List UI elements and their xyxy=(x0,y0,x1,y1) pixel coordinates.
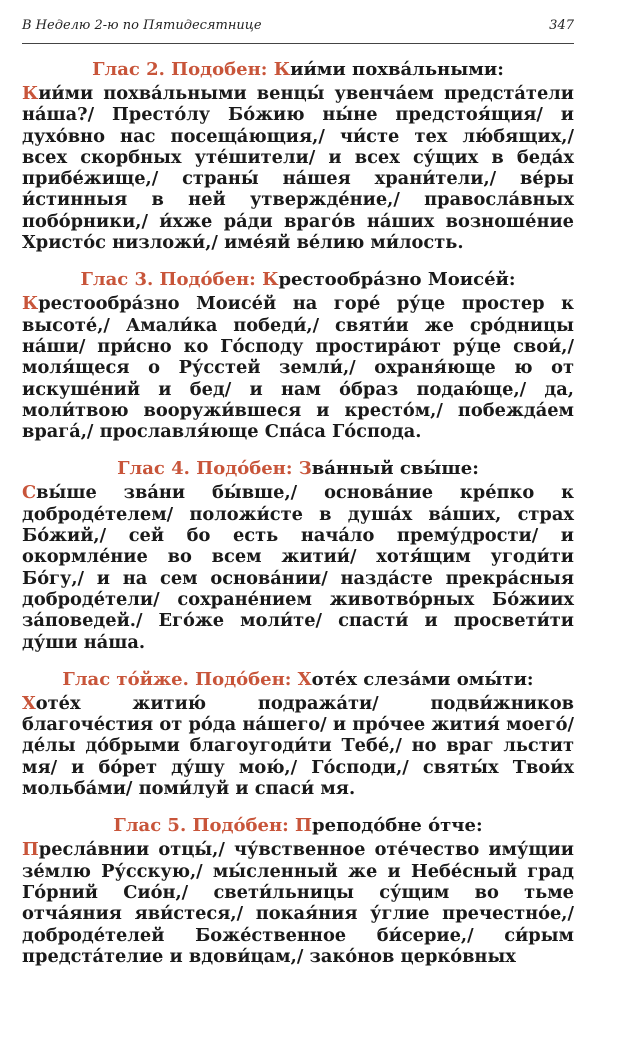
hymn-text xyxy=(22,482,574,652)
hymn-section xyxy=(22,668,574,799)
tone-label: Глас то́йже. Подо́бен: xyxy=(62,668,298,690)
hymn-body: ии́ми похва́льными венцы́ увенча́ем предста́тели на́ша?/ Престо́лу Бо́жию ны́не предстоя́щия/ и духо́вно нас посеща́ющия,/ чи́сте тех лю́бящих,/ всех скорбных уте́шители/ и всех су́щих в беда́х прибе́жище,/ страны́ на́шея храни́тели,/ ве́ры и́стинныя в ней утвержде́ние,/ правосла́вных побо́рники,/ и́хже ра́ди враго́в на́ших возноше́ние Христо́с низложи́,/ име́яй ве́лию ми́лость. xyxy=(22,83,574,254)
page-header xyxy=(22,18,574,44)
hymn-section xyxy=(22,457,574,652)
hymn-section xyxy=(22,814,574,967)
drop-initial: Х xyxy=(22,692,36,714)
hymn-heading xyxy=(22,58,574,81)
hymn-body: вы́ше зва́ни бы́вше,/ основа́ние кре́пко к доброде́телем/ положи́сте в душа́х ва́ших, страх Бо́жий,/ сей бо есть нача́ло прему́дрости/ и окормле́ние во всем житии́/ хотя́щим угоди́ти Бо́гу,/ и на сем основа́нии/ назда́сте прекра́сныя доброде́тели/ сохране́нием животво́рных Бо́жиих за́поведей./ Его́же моли́те/ спасти́ и просвети́ти ду́ши на́ша. xyxy=(22,482,574,653)
hymn-heading xyxy=(22,457,574,480)
model-initial: З xyxy=(298,458,312,480)
hymn-text xyxy=(22,293,574,442)
model-title: рестообра́зно Моисе́й: xyxy=(278,269,516,291)
hymn-section xyxy=(22,58,574,253)
tone-label: Глас 4. Подо́бен: xyxy=(117,458,299,480)
model-title: оте́х слеза́ми омы́ти: xyxy=(311,668,534,690)
hymn-text xyxy=(22,83,574,253)
tone-label: Глас 3. Подо́бен: xyxy=(80,269,263,291)
drop-initial: С xyxy=(22,482,37,504)
model-initial: Х xyxy=(297,668,312,690)
hymn-heading xyxy=(22,814,574,837)
hymn-heading xyxy=(22,668,574,691)
page-content xyxy=(22,58,574,982)
model-initial: К xyxy=(262,269,279,291)
hymn-text xyxy=(22,693,574,799)
hymn-heading xyxy=(22,268,574,291)
hymn-section xyxy=(22,268,574,442)
model-title: ии́ми похва́льными: xyxy=(290,59,504,80)
tone-label: Глас 2. Подобен: xyxy=(92,59,274,80)
drop-initial: П xyxy=(22,839,39,861)
model-initial: П xyxy=(295,815,313,837)
model-title: реподо́бне о́тче: xyxy=(312,815,483,837)
hymn-text xyxy=(22,839,574,967)
model-initial: К xyxy=(273,59,291,80)
model-title: ва́нный свы́ше: xyxy=(311,458,479,480)
header-rule xyxy=(22,43,574,44)
page-number: 347 xyxy=(549,18,574,33)
drop-initial: К xyxy=(22,293,39,315)
hymn-body: рестообра́зно Моисе́й на горе́ ру́це простер к высоте́,/ Амали́ка победи́,/ святи́и же сро́дницы на́ши/ при́сно ко Го́споду простира́ют ру́це свои́,/ моля́щеся о Ру́сстей земли́,/ охраня́юще ю от искуше́ний и бед/ и нам о́браз подаю́ще,/ да, моли́твою вооружи́вшеся и кресто́м,/ побежда́ем врага́,/ прославля́юще Спа́са Го́спода. xyxy=(22,293,574,443)
tone-label: Глас 5. Подо́бен: xyxy=(113,815,296,837)
hymn-body: оте́х житию́ подража́ти/ подви́жников благоче́стия от ро́да на́шего/ и про́чее жития́ моего́/ де́лы до́брыми благоугоди́ти Тебе́,/ но враг льстит мя/ и бо́рет ду́шу мою́,/ Го́споди,/ святы́х Твои́х мольба́ми/ поми́луй и спаси́ мя. xyxy=(22,692,574,800)
hymn-body: ресла́внии отцы́,/ чу́вственное оте́чество иму́щии зе́млю Ру́сскую,/ мы́сленный же и Небе́сный град Го́рний Сио́н,/ свети́льницы су́щим во тьме отча́яния яви́стеся,/ покая́ния у́глие пречестно́е,/ доброде́телей Боже́ственное би́серие,/ си́рым предста́телие и вдови́цам,/ зако́нов церко́вных xyxy=(22,839,574,967)
drop-initial: К xyxy=(22,83,39,104)
running-title: В Неделю 2-ю по Пятидесятнице xyxy=(22,18,262,33)
